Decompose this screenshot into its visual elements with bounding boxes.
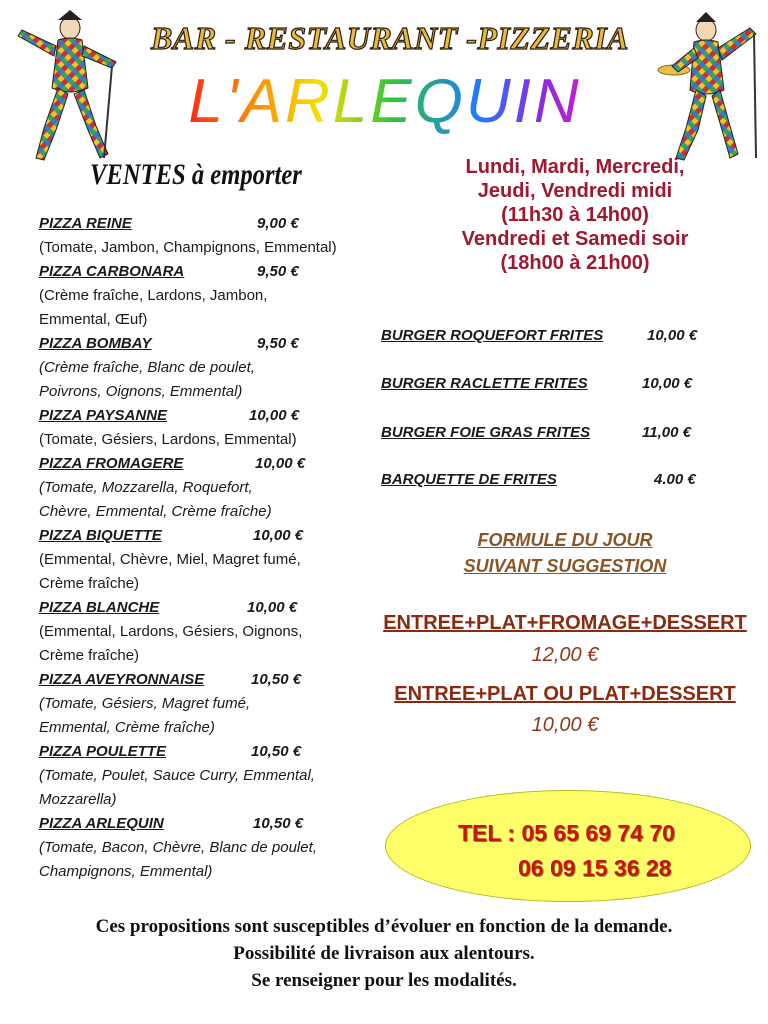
pizza-name: PIZZA BIQUETTE — [39, 527, 162, 544]
burger-price: 11,00 € — [642, 424, 691, 441]
pizza-description: (Emmental, Chèvre, Miel, Magret fumé, — [39, 551, 301, 568]
pizza-item — [39, 332, 299, 356]
burger-name: BARQUETTE DE FRITES — [381, 471, 557, 488]
hours-line: Lundi, Mardi, Mercredi, — [465, 156, 685, 178]
formule-line: SUIVANT SUGGESTION — [463, 556, 667, 576]
pizza-description: (Tomate, Gésiers, Lardons, Emmental) — [39, 431, 297, 448]
pizza-name: PIZZA PAYSANNE — [39, 407, 168, 424]
pizza-description: (Tomate, Poulet, Sauce Curry, Emmental, — [39, 767, 315, 784]
pizza-price: 10,50 € — [251, 671, 302, 688]
burger-item — [381, 327, 698, 344]
pizza-description: Poivrons, Oignons, Emmental) — [39, 383, 243, 400]
burger-name: BURGER ROQUEFORT FRITES — [381, 327, 604, 344]
harlequin-right-illustration — [656, 8, 766, 168]
pizza-price: 10,00 € — [249, 407, 300, 424]
burger-item — [381, 375, 693, 392]
pizza-item — [39, 404, 300, 428]
hours-line: (11h30 à 14h00) — [501, 204, 649, 226]
pizza-name: PIZZA ARLEQUIN — [39, 815, 164, 832]
phone-number-2[interactable]: 06 09 15 36 28 — [518, 855, 672, 881]
menu-label: ENTREE+PLAT OU PLAT+DESSERT — [394, 683, 736, 705]
pizza-name: PIZZA BOMBAY — [39, 335, 152, 352]
footer-line: Possibilité de livraison aux alentours. — [233, 943, 535, 964]
pizza-item — [39, 452, 306, 476]
pizza-item — [39, 740, 302, 764]
pizza-description: (Tomate, Bacon, Chèvre, Blanc de poulet, — [39, 839, 317, 856]
pizza-description: Chèvre, Emmental, Crème fraîche) — [39, 503, 272, 520]
footer-line: Se renseigner pour les modalités. — [251, 970, 517, 991]
opening-hours — [410, 155, 740, 275]
pizza-description: Mozzarella) — [39, 791, 117, 808]
pizza-description: (Tomate, Gésiers, Magret fumé, — [39, 695, 251, 712]
pizza-price: 10,00 € — [253, 527, 304, 544]
harlequin-left-illustration — [8, 8, 126, 168]
menu-price: 12,00 € — [531, 644, 599, 666]
pizza-item — [39, 212, 299, 236]
pizza-name: PIZZA POULETTE — [39, 743, 166, 760]
pizza-name: PIZZA AVEYRONNAISE — [39, 671, 205, 688]
pizza-item — [39, 524, 304, 548]
restaurant-subtitle: BAR - RESTAURANT -PIZZERIA — [151, 20, 629, 56]
pizza-description: Emmental, Œuf) — [39, 311, 148, 328]
pizza-price: 10,50 € — [253, 815, 304, 832]
pizza-description: (Tomate, Jambon, Champignons, Emmental) — [39, 239, 337, 256]
burger-price: 10,00 € — [647, 327, 698, 344]
burger-item — [381, 424, 691, 441]
pizza-description: Emmental, Crème fraîche) — [39, 719, 215, 736]
pizza-description: Crème fraîche) — [39, 575, 140, 592]
formule-line: FORMULE DU JOUR — [477, 530, 653, 550]
menu-price: 10,00 € — [531, 714, 599, 736]
burger-name: BURGER FOIE GRAS FRITES — [381, 424, 591, 441]
pizza-name: PIZZA BLANCHE — [39, 599, 160, 616]
hours-line: Vendredi et Samedi soir — [461, 228, 689, 250]
pizza-description: Crème fraîche) — [39, 647, 140, 664]
burger-price: 10,00 € — [642, 375, 693, 392]
footer-line: Ces propositions sont susceptibles d’évoluer en fonction de la demande. — [95, 916, 673, 937]
pizza-price: 9,50 € — [257, 263, 299, 280]
hours-line: Jeudi, Vendredi midi — [477, 180, 673, 202]
restaurant-name: L'ARLEQUIN — [180, 66, 590, 137]
burger-item — [381, 471, 696, 488]
formule-du-jour — [440, 527, 690, 579]
pizza-description: (Tomate, Mozzarella, Roquefort, — [39, 479, 253, 496]
pizza-name: PIZZA CARBONARA — [39, 263, 185, 280]
burger-price: 4.00 € — [654, 471, 696, 488]
pizza-name: PIZZA FROMAGERE — [39, 455, 184, 472]
pizza-description: (Crème fraîche, Lardons, Jambon, — [39, 287, 268, 304]
pizza-price: 10,50 € — [251, 743, 302, 760]
pizza-item — [39, 812, 304, 836]
burger-name: BURGER RACLETTE FRITES — [381, 375, 588, 392]
menu-label: ENTREE+PLAT+FROMAGE+DESSERT — [383, 612, 747, 634]
pizza-price: 10,00 € — [247, 599, 298, 616]
pizza-price: 10,00 € — [255, 455, 306, 472]
pizza-name: PIZZA REINE — [39, 215, 132, 232]
pizza-price: 9,50 € — [257, 335, 299, 352]
hours-line: (18h00 à 21h00) — [500, 252, 650, 274]
takeaway-heading: VENTES à emporter — [90, 158, 302, 191]
pizza-item — [39, 260, 299, 284]
pizza-item — [39, 596, 298, 620]
pizza-price: 9,00 € — [257, 215, 299, 232]
pizza-item — [39, 668, 302, 692]
pizza-description: Champignons, Emmental) — [39, 863, 213, 880]
phone-number-1[interactable]: TEL : 05 65 69 74 70 — [458, 820, 675, 846]
pizza-description: (Crème fraîche, Blanc de poulet, — [39, 359, 255, 376]
pizza-description: (Emmental, Lardons, Gésiers, Oignons, — [39, 623, 303, 640]
